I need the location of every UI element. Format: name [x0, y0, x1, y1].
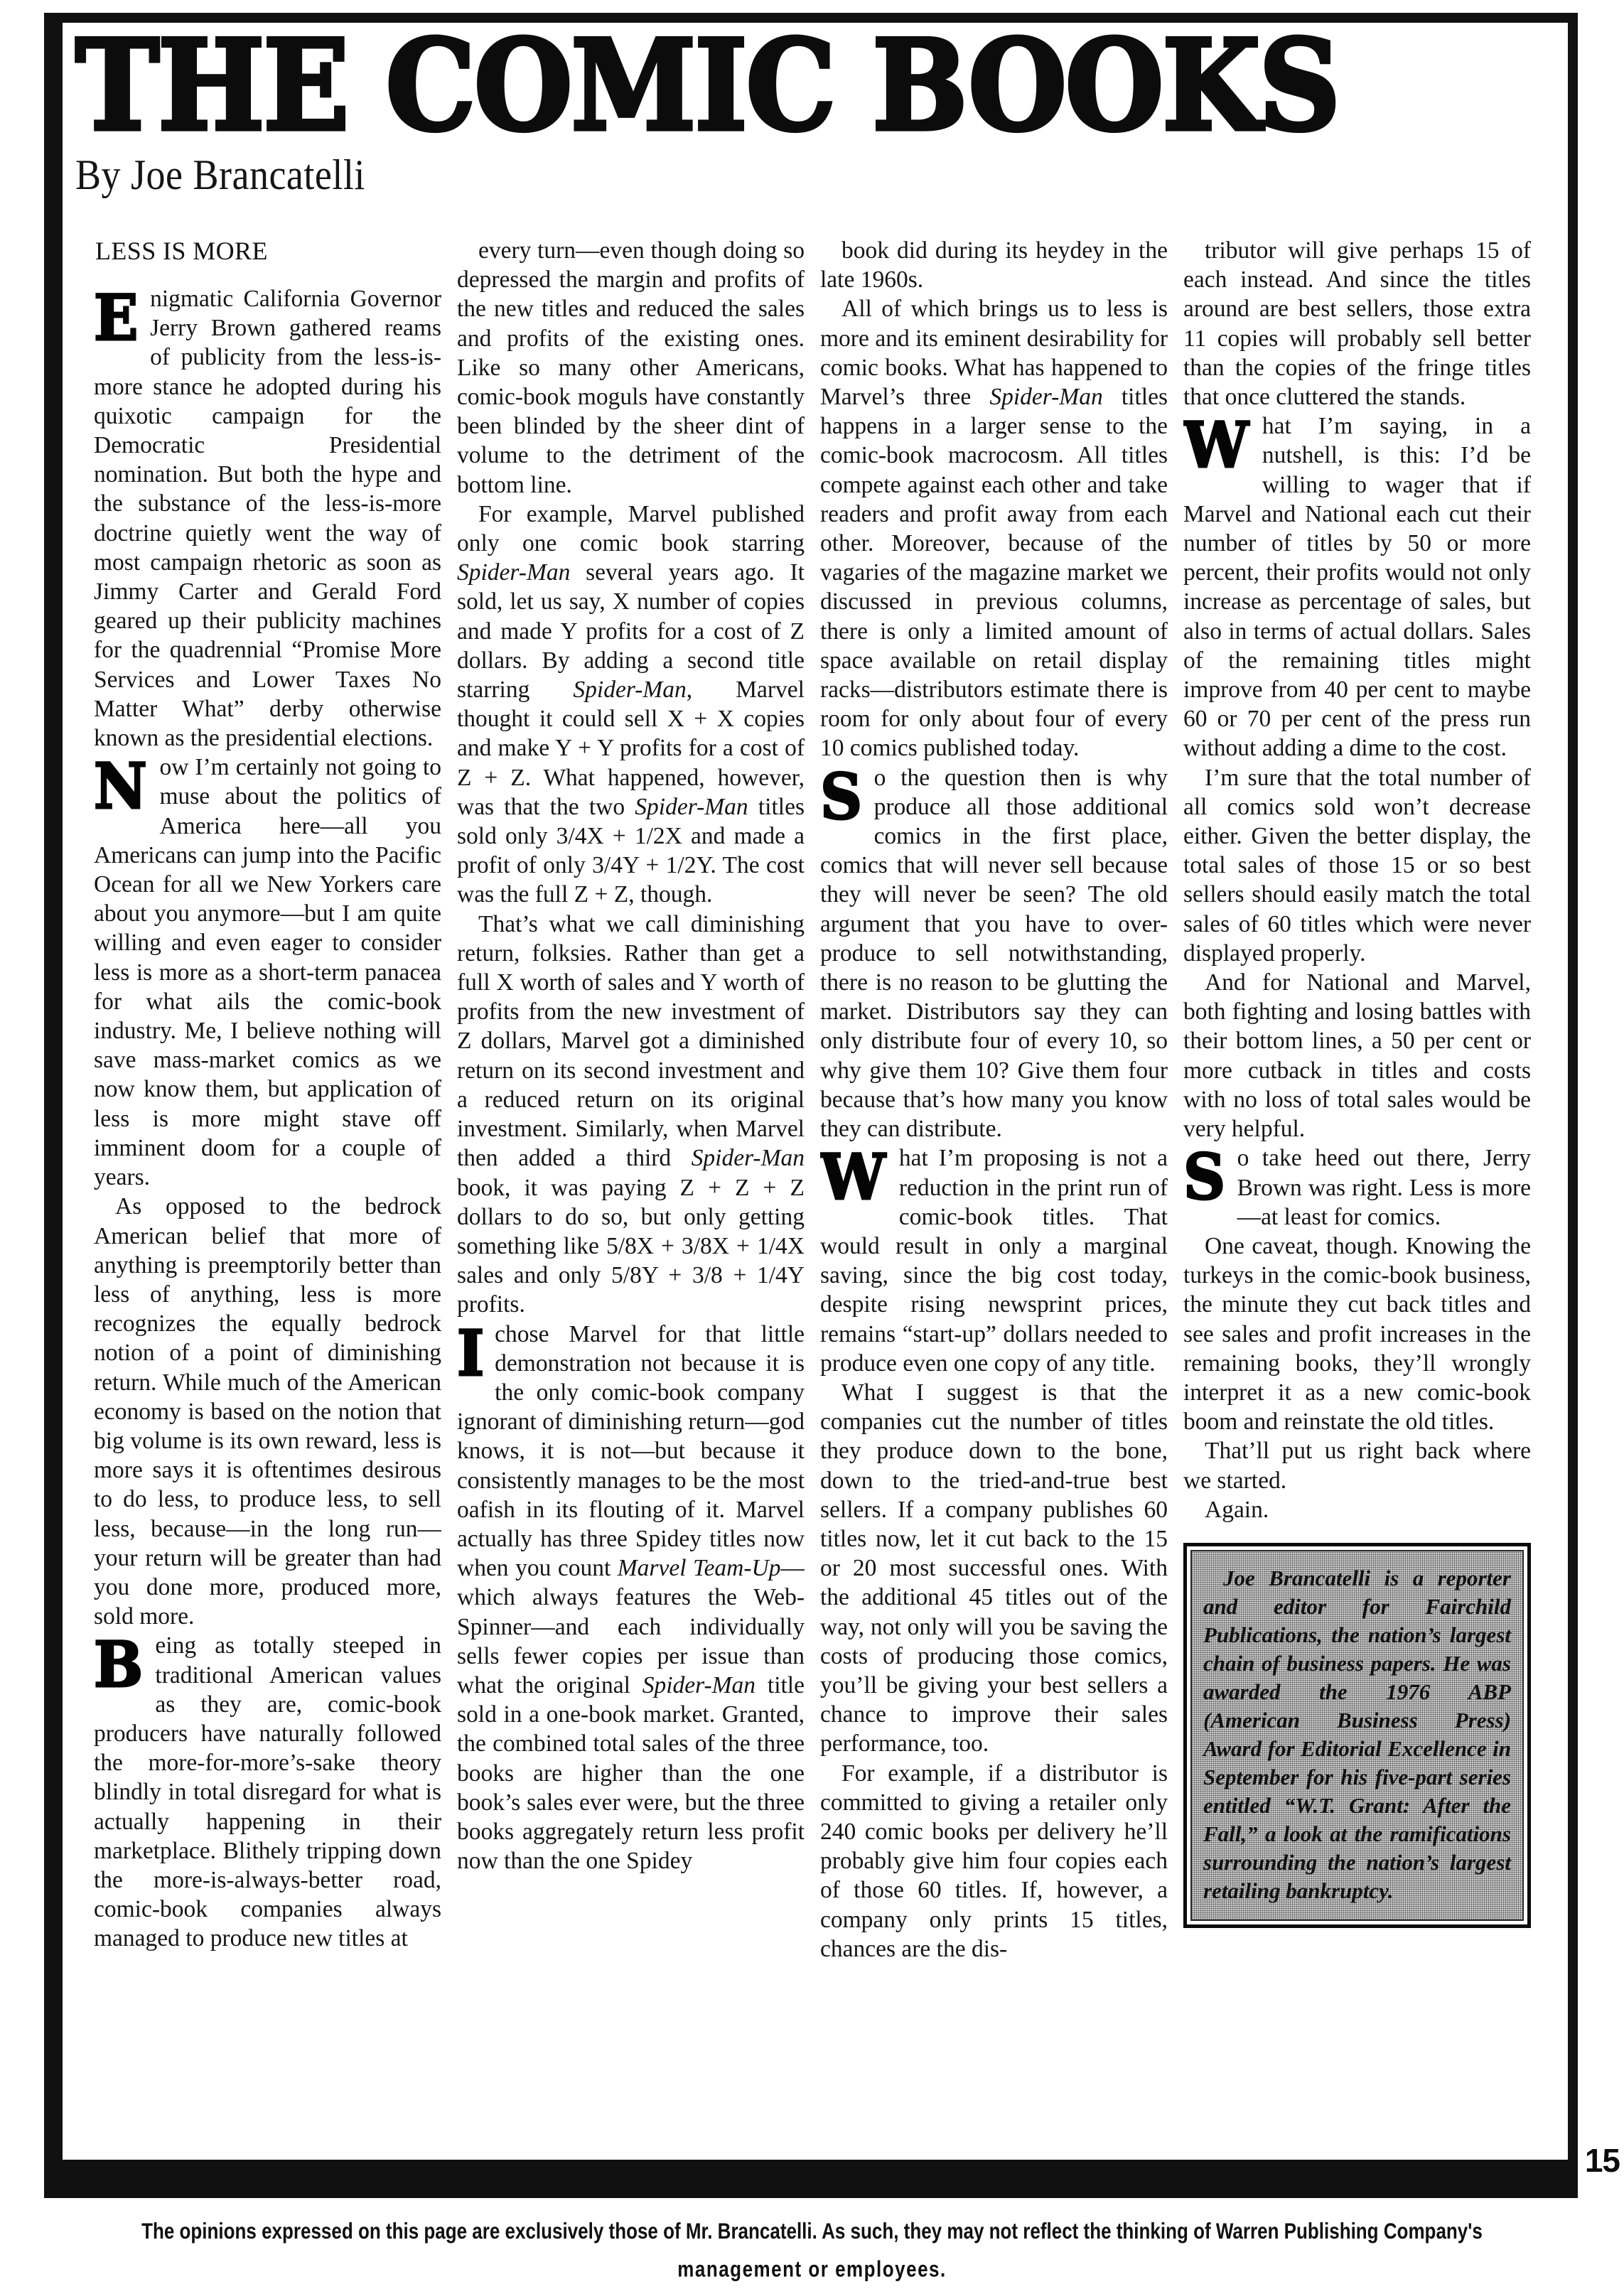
paragraph: One caveat, though. Knowing the turkeys in the comic-book business, the minute they cut back titles and see sales and profit increases in the remaining books, they’ll wrongly interpret it as a new comic-book boom and reinstate the old titles. — [1183, 1232, 1531, 1436]
paragraph: And for National and Marvel, both fighting and losing battles with their bottom lines, a 50 per cent or more cutback in titles and costs with no loss of total sales would be very helpful. — [1183, 969, 1531, 1143]
author-bio-text: Joe Brancatelli is a reporter and editor for Fairchild Publications, the nation’s largest chain of business papers. He was awarded the 1976 ABP (American Business Press) Award for Editorial Excellence in September for his five-part series entitled “W.T. Grant: After the Fall,” a look at the ramifications surrounding the nation’s largest retailing bankruptcy. — [1203, 1565, 1511, 1903]
author-bio-box-inner — [1190, 1550, 1524, 1921]
column-1 — [94, 236, 441, 2148]
italic-title: Spider-Man — [691, 1145, 805, 1172]
column-4-body — [1183, 236, 1531, 1524]
paragraph: For example, if a distributor is committed to giving a retailer only 240 comic books per delivery he’ll probably give him four copies each of those 60 titles. If, however, a company only prints 15 titles, chances are the dis- — [820, 1760, 1168, 1962]
column-4 — [1183, 236, 1531, 2148]
drop-cap: E — [94, 281, 139, 355]
paragraph-with-dropcap: So the question then is why produce all those additional comics in the first place, comics that will never sell because they will never be seen? The old argument that you have to over-produce to sell notwithstanding, there is no reason to be glutting the market. Distributors say they can only distribute four of every 10, so why give them 10? Give them four because that’s how many you know they can distribute. — [820, 759, 1168, 1143]
column-1-body — [94, 281, 441, 1954]
paragraph: For example, Marvel published only one comic book starring Spider-Man several years ago. It sold, let us say, X number of copies and made Y profits for a cost of Z dollars. By adding a second title starring Spider-Man, Marvel thought it could sell X + X copies and make Y + Y profits for a cost of Z + Z. What happened, however, was that the two Spider-Man titles sold only 3/4X + 1/2X and made a profit of only 3/4Y + 1/2Y. The cost was the full Z + Z, though. — [457, 500, 805, 908]
drop-cap: B — [94, 1627, 144, 1702]
page-inner — [63, 12, 1568, 2160]
paragraph-with-dropcap: What I’m proposing is not a reduction in the print run of comic-book titles. That would result in only a marginal saving, since the big cost today, despite rising newsprint prices, remains “start-up” dollars needed to produce even one copy of any title. — [820, 1140, 1168, 1377]
paragraph-with-dropcap: Enigmatic California Governor Jerry Brown gathered reams of publicity from the less-is-more stance he adopted during his quixotic campaign for the Democratic Presidential nomination. But both the hype and the substance of the less-is-more doctrine quietly went the way of most campaign rhetoric as soon as Jimmy Carter and Gerald Ford geared up their publicity machines for the quadrennial “Promise More Services and Lower Taxes No Matter What” derby otherwise known as the presidential elections. — [94, 281, 441, 752]
drop-cap: S — [820, 759, 863, 834]
paragraph: Again. — [1205, 1496, 1269, 1523]
drop-cap: I — [457, 1315, 485, 1390]
author-bio-box — [1183, 1543, 1531, 1928]
italic-title: Spider-Man — [457, 559, 571, 586]
article-columns — [94, 236, 1544, 2148]
paragraph: That’s what we call diminishing return, folksies. Rather than get a full X worth of sales and Y worth of profits from the new investment of Z dollars, Marvel got a diminished return on its second investment and a reduced return on its original investment. Similarly, when Marvel then added a third Spider-Man book, it was paying Z + Z + Z dollars to do so, but only getting something like 5/8X + 3/8X + 1/4X sales and only 5/8Y + 3/8 + 1/4Y profits. — [457, 910, 805, 1318]
page-title: THE COMIC BOOKS — [75, 12, 1340, 159]
italic-title: Marvel Team-Up — [617, 1555, 781, 1582]
paragraph: book did during its heydey in the late 1960s. — [820, 237, 1168, 294]
footer-disclaimer — [0, 2212, 1624, 2288]
paragraph: That’ll put us right back where we started. — [1183, 1438, 1531, 1494]
byline: By Joe Brancatelli — [75, 151, 365, 199]
paragraph: All of which brings us to less is more and its eminent desirability for comic books. What has happened to Marvel’s three Spider-Man titles happens in a larger sense to the comic-book macrocosm. All titles compete against each other and take readers and profit away from each other. Moreover, because of the vagaries of the magazine market we discussed in previous columns, there is only a limited amount of space available on retail display racks—distributors estimate there is room for only about four of every 10 comics published today. — [820, 296, 1168, 762]
paragraph: I’m sure that the total number of all comics sold won’t decrease either. Given the better display, the total sales of those 15 or so best sellers should easily match the total sales of 60 titles which were never displayed properly. — [1183, 764, 1531, 966]
italic-title: Spider-Man — [573, 677, 687, 704]
masthead — [63, 12, 1568, 199]
section-kicker: LESS IS MORE — [95, 237, 268, 265]
drop-cap: W — [1183, 408, 1249, 483]
paragraph-with-dropcap: What I’m saying, in a nutshell, is this: I’d be willing to wager that if Marvel and National each cut their number of titles by 50 or more percent, their profits would not only increase as percentage of sales, but also in terms of actual dollars. Sales of the remaining titles might improve from 40 per cent to maybe 60 or 70 per cent of the press run without adding a dime to the cost. — [1183, 408, 1531, 762]
paragraph-with-dropcap: Being as totally steeped in traditional American values as they are, comic-book producers have naturally followed the more-for-more’s-sake theory blindly in total disregard for what is actually happening in their marketplace. Blithely tripping down the more-is-always-better road, comic-book companies always managed to produce new titles at — [94, 1627, 441, 1952]
paragraph-with-dropcap: I chose Marvel for that little demonstration not because it is the only comic-book company ignorant of diminishing return—god knows, it is not—but because it consistently manages to be the most oafish in its flouting of it. Marvel actually has three Spidey titles now when you count Marvel Team-Up—which always features the Web-Spinner—and each individually sells fewer copies per issue than what the original Spider-Man title sold in a one-book market. Granted, the combined total sales of the three books are higher than the one book’s sales ever were, but the three books aggregately return less profit now than the one Spidey — [457, 1315, 805, 1875]
drop-cap: S — [1183, 1140, 1226, 1215]
italic-title: Spider-Man — [989, 384, 1103, 411]
page-border-frame — [44, 13, 1578, 2198]
italic-title: Spider-Man — [642, 1671, 756, 1698]
column-3-body — [820, 236, 1168, 1964]
italic-title: Spider-Man — [635, 793, 748, 820]
paragraph-with-dropcap: So take heed out there, Jerry Brown was right. Less is more—at least for comics. — [1183, 1140, 1531, 1230]
drop-cap: W — [820, 1140, 886, 1215]
footer-line-1: The opinions expressed on this page are exclusively those of Mr. Brancatelli. As such, they may not reflect the thinking of Warren Publishing Company's — [141, 2217, 1483, 2244]
page-number: 15 — [1584, 2142, 1620, 2179]
paragraph: every turn—even though doing so depressed the margin and profits of the new titles and reduced the sales and profits of the existing ones. Like so many other Americans, comic-book moguls have constantly been blinded by the sheer dint of volume to the detriment of the bottom line. — [457, 237, 805, 498]
column-2 — [457, 236, 805, 2148]
paragraph-with-dropcap: Now I’m certainly not going to muse about the politics of America here—all you Americans can jump into the Pacific Ocean for all we New Yorkers care about you anymore—but I am quite willing and even eager to consider less is more as a short-term panacea for what ails the comic-book industry. Me, I believe nothing will save mass-market comics as we now know them, but application of less is more might stave off imminent doom for a couple of years. — [94, 749, 441, 1191]
column-2-body — [457, 236, 805, 1875]
column-3 — [820, 236, 1168, 2148]
footer-line-2: management or employees. — [677, 2256, 947, 2282]
paragraph: tributor will give perhaps 15 of each instead. And since the titles around are best sellers, those extra 11 copies will probably sell better than the copies of the fringe titles that once cluttered the stands. — [1183, 237, 1531, 411]
paragraph: As opposed to the bedrock American belief that more of anything is preemptorily better than less of anything, less is more recognizes the equally bedrock notion of a point of diminishing return. While much of the American economy is based on the notion that big volume is its own reward, less is more says it is oftentimes desirous to do less, to produce less, to sell less, because—in the long run—your return will be greater than had you done more, produced more, sold more. — [94, 1193, 441, 1630]
drop-cap: N — [94, 749, 147, 824]
paragraph: What I suggest is that the companies cut the number of titles they produce down to the bone, down to the tried-and-true best sellers. If a company publishes 60 titles now, let it cut back to the 15 or 20 most successful ones. With the additional 45 titles out of the way, not only will you be saving the costs of producing those comics, you’ll be giving your best sellers a chance to improve their sales performance, too. — [820, 1379, 1168, 1757]
